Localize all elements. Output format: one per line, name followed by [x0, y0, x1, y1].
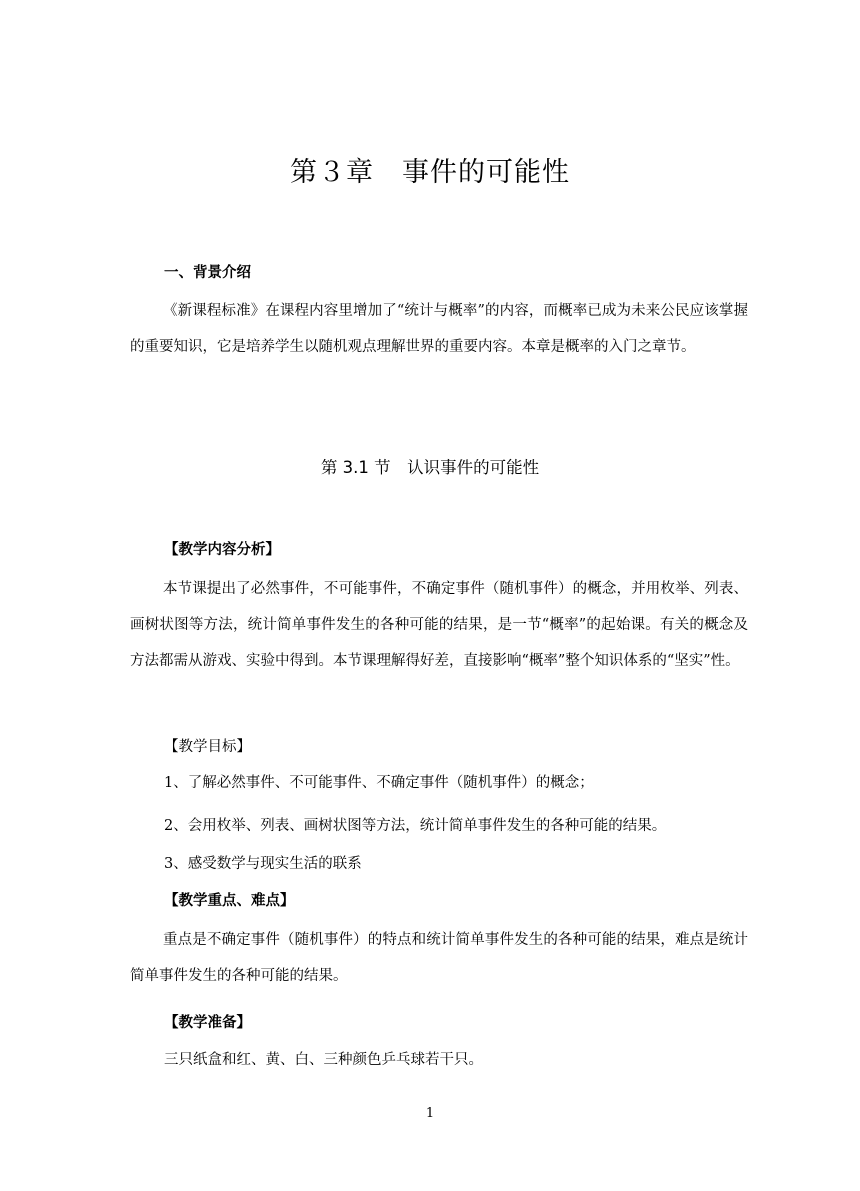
objective-item: 2、会用枚举、列表、画树状图等方法，统计简单事件发生的各种可能的结果。 — [164, 818, 667, 834]
background-heading: 一、背景介绍 — [164, 265, 251, 281]
preparation-text: 三只纸盒和红、黄、白、三种颜色乒乓球若干只。 — [164, 1052, 483, 1068]
key-points-paragraph: 重点是不确定事件（随机事件）的特点和统计简单事件发生的各种可能的结果，难点是统计简单事件发生的各种可能的结果。 — [130, 932, 748, 984]
content-analysis-heading: 【教学内容分析】 — [164, 542, 280, 558]
objective-item: 3、感受数学与现实生活的联系 — [164, 856, 362, 872]
key-points-heading: 【教学重点、难点】 — [164, 893, 295, 909]
page-number: 1 — [425, 1106, 435, 1121]
section-title: 第 3.1 节 认识事件的可能性 — [320, 458, 540, 477]
preparation-heading: 【教学准备】 — [164, 1015, 251, 1031]
chapter-title: 第３章 事件的可能性 — [290, 157, 570, 188]
content-analysis-paragraph: 本节课提出了必然事件，不可能事件，不确定事件（随机事件）的概念，并用枚举、列表、画树状图等方法，统计简单事件发生的各种可能的结果，是一节“概率”的起始课。有关的概念及方法都需从游戏、实验中得到。本节课理解得好差，直接影响“概率”整个知识体系的“坚实”性。 — [130, 581, 748, 669]
objectives-heading: 【教学目标】 — [164, 739, 251, 755]
objective-item: 1、了解必然事件、不可能事件、不确定事件（随机事件）的概念； — [164, 775, 594, 791]
background-paragraph: 《新课程标准》在课程内容里增加了“统计与概率”的内容，而概率已成为未来公民应该掌握的重要知识，它是培养学生以随机观点理解世界的重要内容。本章是概率的入门之章节。 — [130, 303, 748, 355]
